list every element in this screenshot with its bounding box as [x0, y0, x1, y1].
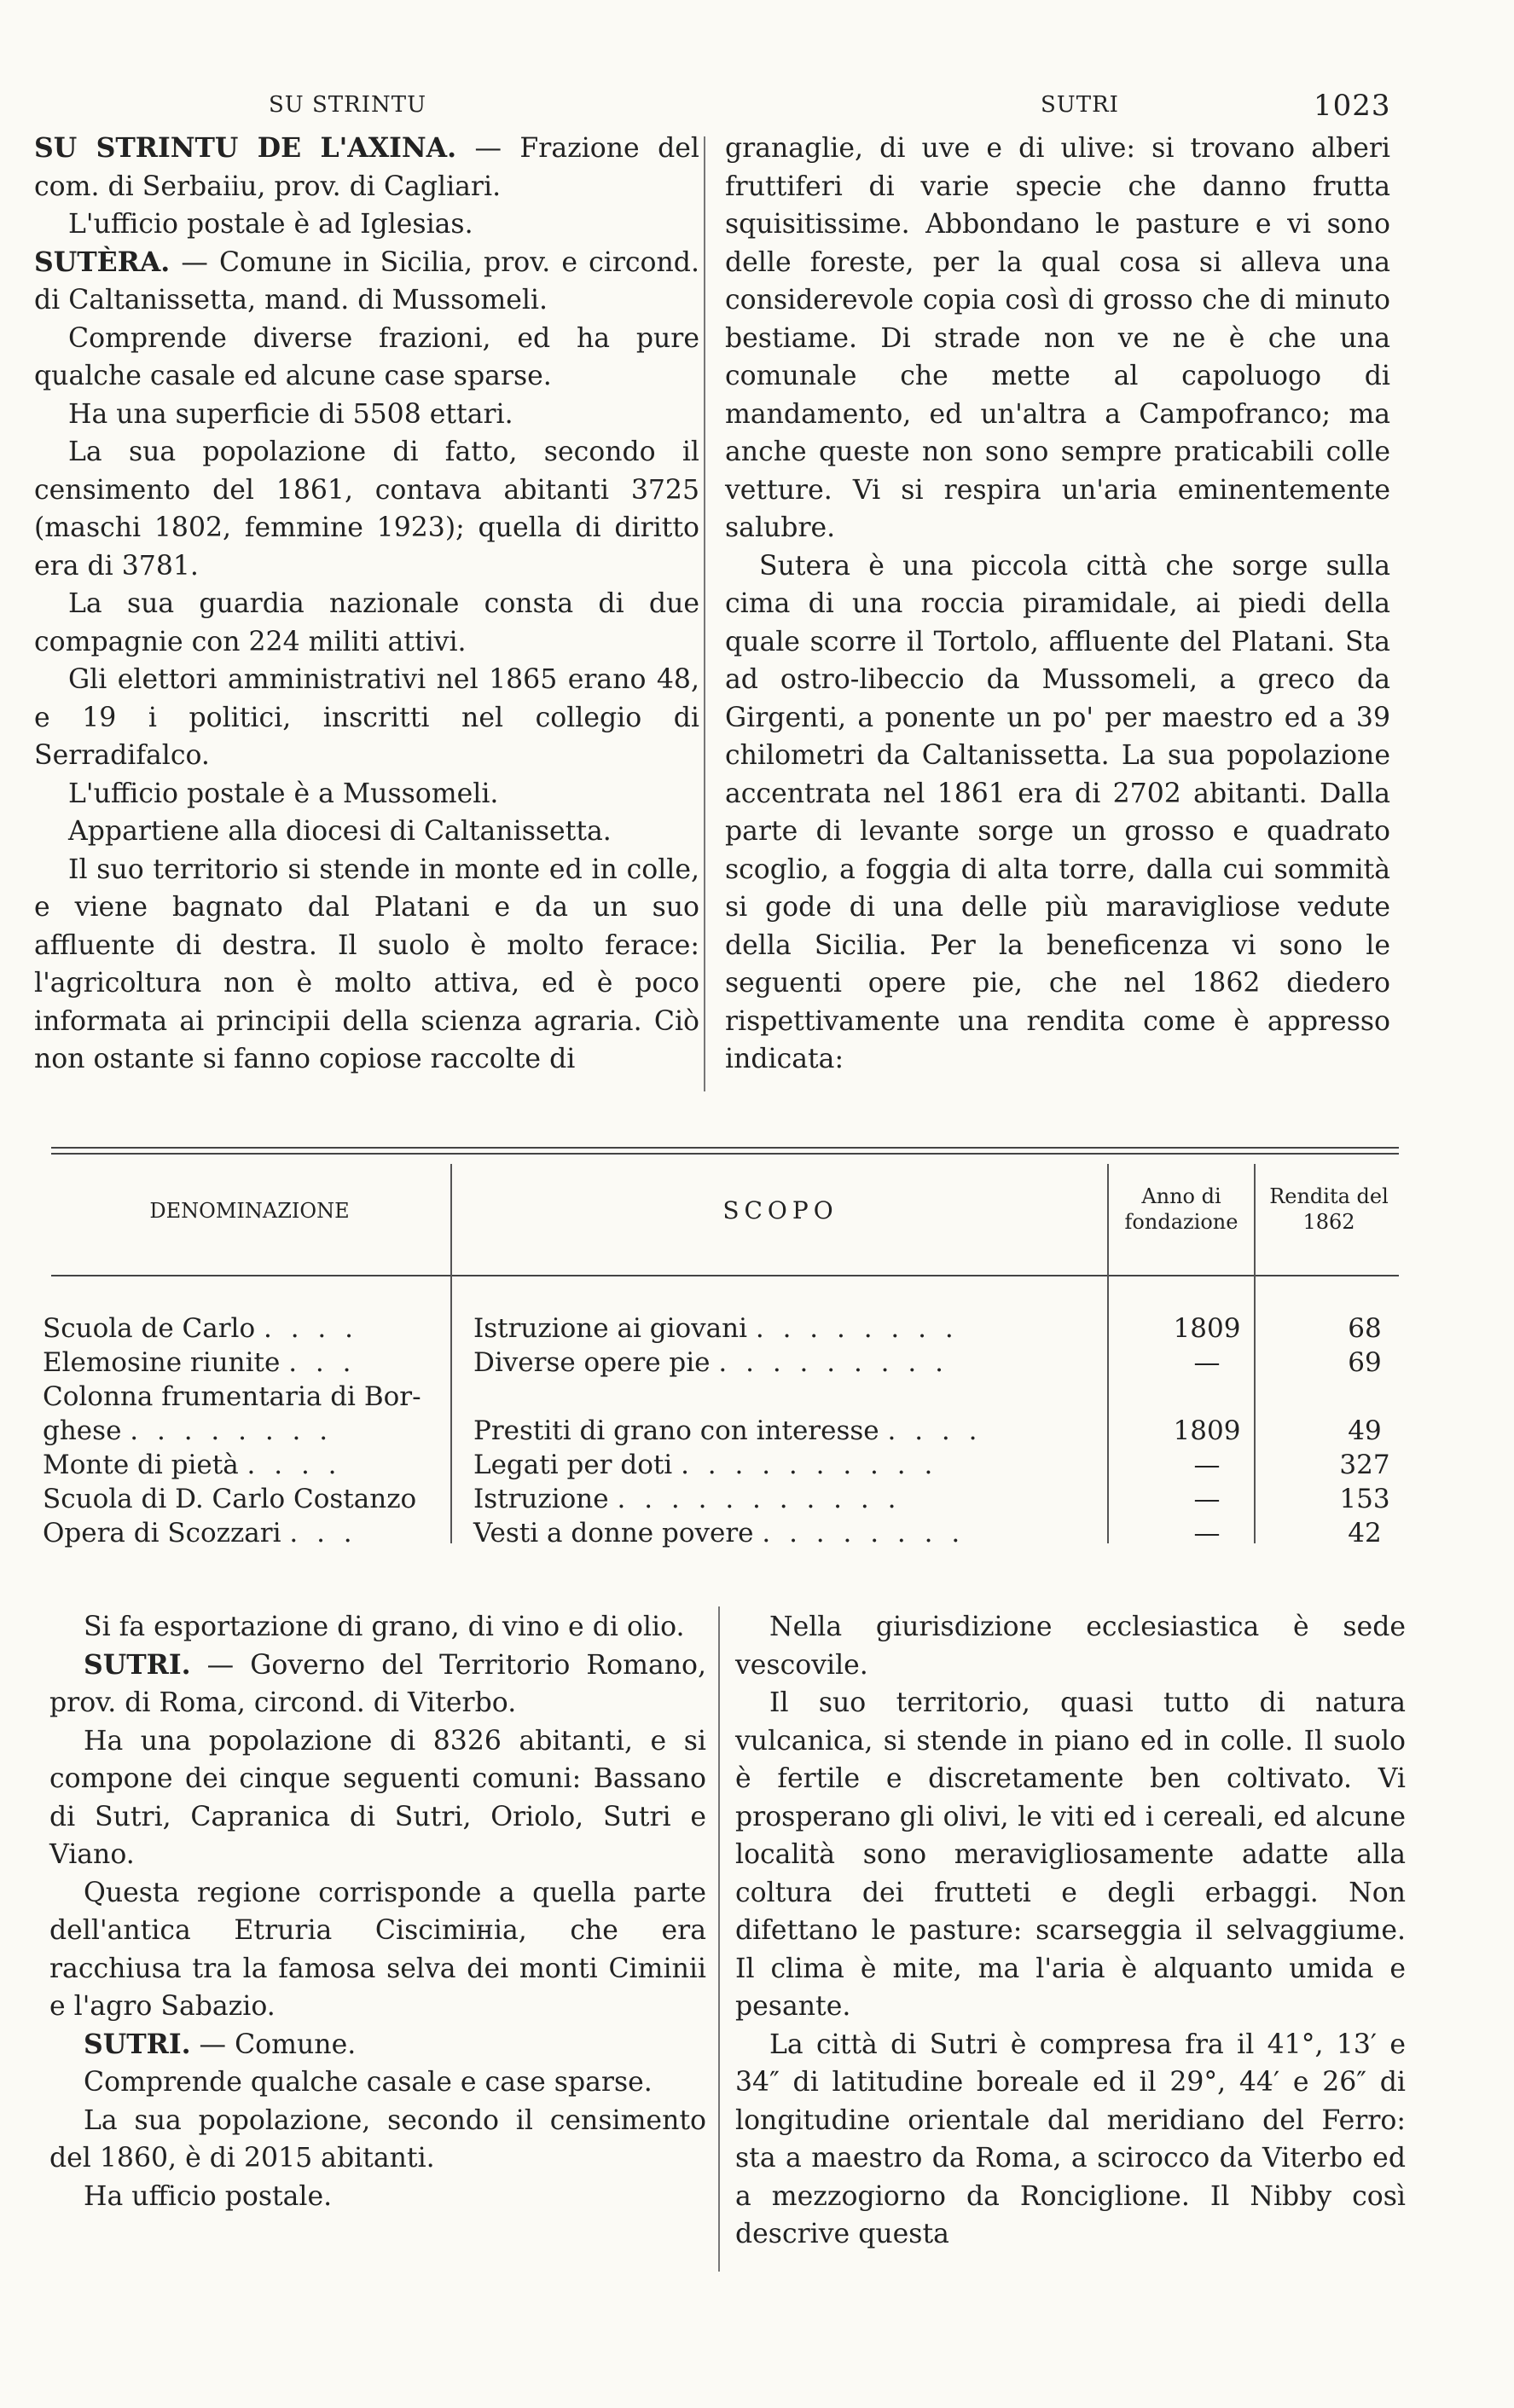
table-header-scopo: SCOPO — [722, 1196, 838, 1224]
table-top-rule — [51, 1153, 1399, 1155]
paragraph-text: — Comune in Sicilia, prov. e circond. di Caltanissetta, mand. di Mussomeli. — [34, 246, 699, 315]
paragraph — [34, 851, 699, 1079]
paragraph-text: Comprende qualche casale e case sparse. — [84, 2067, 653, 2098]
paragraph — [49, 1647, 706, 1722]
paragraph-text: Ha una superficie di 5508 ettari. — [68, 398, 513, 430]
cell-rendita: 42 — [1348, 1518, 1382, 1548]
entry-heading: SUTRI. — [84, 1648, 191, 1681]
paragraph-text: — Frazione del com. di Serbaiiu, prov. di Cagliari. — [34, 133, 699, 202]
cell-year: — — [1193, 1484, 1221, 1514]
paragraph — [49, 2026, 706, 2064]
cell-year: 1809 — [1173, 1415, 1241, 1446]
paragraph — [725, 130, 1390, 547]
table-header-anno: Anno di fondazione — [1124, 1184, 1238, 1234]
paragraph-text: Ha una popolazione di 8326 abitanti, e si compone dei cinque seguenti comuni: Bassano di Sutri, Capranica di Sutri, Oriolo, Sutri e Viano. — [49, 1725, 706, 1870]
paragraph-text: L'ufficio postale è ad Iglesias. — [68, 209, 473, 240]
paragraph — [725, 547, 1390, 1079]
paragraph — [735, 1608, 1406, 1684]
entry-heading: SU STRINTU DE L'AXINA. — [34, 132, 457, 164]
table-row — [43, 1448, 1407, 1482]
table-row — [43, 1414, 1407, 1448]
cell-scope: Legati per doti . . . . . . . . . . — [473, 1450, 938, 1480]
paragraph — [34, 396, 699, 434]
table-row — [43, 1482, 1407, 1516]
cell-scope: Vesti a donne povere . . . . . . . . — [473, 1518, 966, 1548]
table-row — [43, 1346, 1407, 1380]
column-bottom-left — [49, 1608, 706, 2215]
cell-rendita: 153 — [1339, 1484, 1390, 1514]
paragraph — [34, 244, 699, 320]
cell-name: Scuola de Carlo . . . . — [43, 1313, 358, 1344]
column-bottom-right — [735, 1608, 1406, 2254]
cell-year: — — [1193, 1518, 1221, 1548]
cell-year: — — [1193, 1450, 1221, 1480]
paragraph — [49, 1874, 706, 2026]
paragraph-text: La sua popolazione di fatto, secondo il censimento del 1861, contava abitanti 3725 (maschi 1802, femmine 1923); quella di diritto era di 3781. — [34, 437, 699, 582]
cell-name: Opera di Scozzari . . . — [43, 1518, 357, 1548]
table-header-denominazione: DENOMINAZIONE — [149, 1199, 350, 1223]
paragraph-text: La sua popolazione, secondo il censimento del 1860, è di 2015 abitanti. — [49, 2104, 706, 2174]
cell-name: ghese . . . . . . . . — [43, 1415, 334, 1446]
cell-scope: Istruzione ai giovani . . . . . . . . — [473, 1313, 959, 1344]
cell-rendita: 68 — [1348, 1313, 1382, 1344]
table-header-rule — [51, 1275, 1399, 1276]
table-top-rule — [51, 1147, 1399, 1149]
cell-name: Monte di pietà . . . . — [43, 1450, 342, 1480]
paragraph-text: — Comune. — [190, 2029, 357, 2060]
column-divider — [704, 136, 705, 1091]
cell-rendita: 327 — [1339, 1450, 1390, 1480]
paragraph-text: Appartiene alla diocesi di Caltanissetta. — [68, 816, 612, 847]
paragraph-text: — Governo del Territorio Romano, prov. di Roma, circond. di Viterbo. — [49, 1649, 706, 1718]
cell-name: Elemosine riunite . . . — [43, 1347, 357, 1378]
column-top-right — [725, 130, 1390, 1079]
paragraph-text: Sutera è una piccola città che sorge sulla cima di una roccia piramidale, ai piedi della quale scorre il Tortolo, affluente del Platani. Sta ad ostro-libeccio da Mussomeli, a greco da Girgenti, a ponente un po' per maestro ed a 39 chilometri da Caltanissetta. La sua popolazione accentrata nel 1861 era di 2702 abitanti. Dalla parte di levante sorge un grosso e quadrato scoglio, a foggia di alta torre, dalla cui sommità si gode di una delle più maravigliose vedute della Sicilia. Per la beneficenza vi sono le seguenti opere pie, che nel 1862 diedero rispettivamente una rendita come è appresso indicata: — [725, 550, 1390, 1074]
table-header-rendita: Rendita del 1862 — [1269, 1184, 1389, 1234]
paragraph-text: Ha ufficio postale. — [84, 2180, 333, 2212]
paragraph-text: Comprende diverse frazioni, ed ha pure qualche casale ed alcune case sparse. — [34, 322, 699, 391]
paragraph — [34, 433, 699, 585]
paragraph-text: Gli elettori amministrativi nel 1865 erano 48, e 19 i politici, inscritti nel collegio di Serradifalco. — [34, 664, 699, 771]
paragraph-text: L'ufficio postale è a Mussomeli. — [68, 778, 499, 809]
paragraph-text: Il suo territorio, quasi tutto di natura vulcanica, si stende in piano ed in colle. Il suolo è fertile e discretamente ben coltivato. Vi prosperano gli olivi, le viti ed i cereali, ed alcune località sono meravigliosamente adatte alla coltura dei frutteti e degli erbaggi. Non difettano le pasture: scarseggia il selvaggiume. Il clima è mite, ma l'aria è alquanto umida e pesante. — [735, 1687, 1406, 2022]
entry-heading: SUTRI. — [84, 2028, 191, 2060]
paragraph-text: Nella giurisdizione ecclesiastica è sede vescovile. — [735, 1612, 1406, 1681]
paragraph-text: Questa regione corrisponde a quella parte dell'antica Etruria Ciscimінia, che era racchiusa tra la famosa selva dei monti Ciminii e l'agro Sabazio. — [49, 1877, 706, 2022]
running-header-left: SU STRINTU — [269, 92, 426, 118]
table-row — [43, 1311, 1407, 1346]
paragraph — [34, 205, 699, 244]
table-row — [43, 1516, 1407, 1550]
cell-rendita: 49 — [1348, 1415, 1382, 1446]
paragraph — [34, 661, 699, 775]
paragraph — [34, 775, 699, 813]
paragraph — [34, 320, 699, 396]
entry-heading: SUTÈRA. — [34, 246, 171, 278]
paragraph — [49, 1608, 706, 1647]
paragraph — [49, 2064, 706, 2102]
cell-name: Colonna frumentaria di Bor- — [43, 1381, 421, 1412]
table-row — [43, 1380, 1407, 1414]
paragraph — [34, 130, 699, 205]
cell-scope: Prestiti di grano con interesse . . . . — [473, 1415, 983, 1446]
page-number: 1023 — [1314, 89, 1391, 123]
paragraph — [735, 2026, 1406, 2254]
paragraph — [34, 813, 699, 851]
paragraph-text: granaglie, di uve e di ulive: si trovano alberi fruttiferi di varie specie che danno frutta squisitissime. Abbondano le pasture e vi sono delle foreste, per la qual cosa si alleva una considerevole copia così di grosso che di minuto bestiame. Di strade non ve ne è che una comunale che mette al capoluogo di mandamento, ed un'altra a Campofranco; ma anche queste non sono sempre praticabili colle vetture. Vi si respira un'aria eminentemente salubre. — [725, 133, 1390, 543]
cell-year: — — [1193, 1347, 1221, 1378]
cell-name: Scuola di D. Carlo Costanzo — [43, 1484, 417, 1514]
paragraph-text: Il suo territorio si stende in monte ed in colle, e viene bagnato dal Platani e da un suo affluente di destra. Il suolo è molto ferace: l'agricoltura non è molto attiva, ed è poco informata ai principii della scienza agraria. Ciò non ostante si fanno copiose raccolte di — [34, 854, 699, 1074]
cell-year: 1809 — [1173, 1313, 1241, 1344]
running-header-right: SUTRI — [1041, 92, 1119, 118]
cell-rendita: 69 — [1348, 1347, 1382, 1378]
paragraph — [49, 2102, 706, 2178]
paragraph-text: Si fa esportazione di grano, di vino e di olio. — [84, 1612, 685, 1642]
paragraph-text: La città di Sutri è compresa fra il 41°, 13′ e 34″ di latitudine boreale ed il 29°, 44′ e 26″ di longitudine orientale dal meridiano del Ferro: sta a maestro da Roma, a scirocco da Viterbo ed a mezzogiorno da Ronciglione. Il Nibby così descrive questa — [735, 2029, 1406, 2249]
cell-scope: Istruzione . . . . . . . . . . . — [473, 1484, 902, 1514]
paragraph-text: La sua guardia nazionale consta di due compagnie con 224 militi attivi. — [34, 588, 699, 657]
paragraph — [34, 585, 699, 661]
cell-scope: Diverse opere pie . . . . . . . . . — [473, 1347, 948, 1378]
paragraph — [49, 2178, 706, 2216]
paragraph — [49, 1722, 706, 1874]
column-divider — [718, 1606, 720, 2272]
column-top-left — [34, 130, 699, 1079]
paragraph — [735, 1684, 1406, 2026]
